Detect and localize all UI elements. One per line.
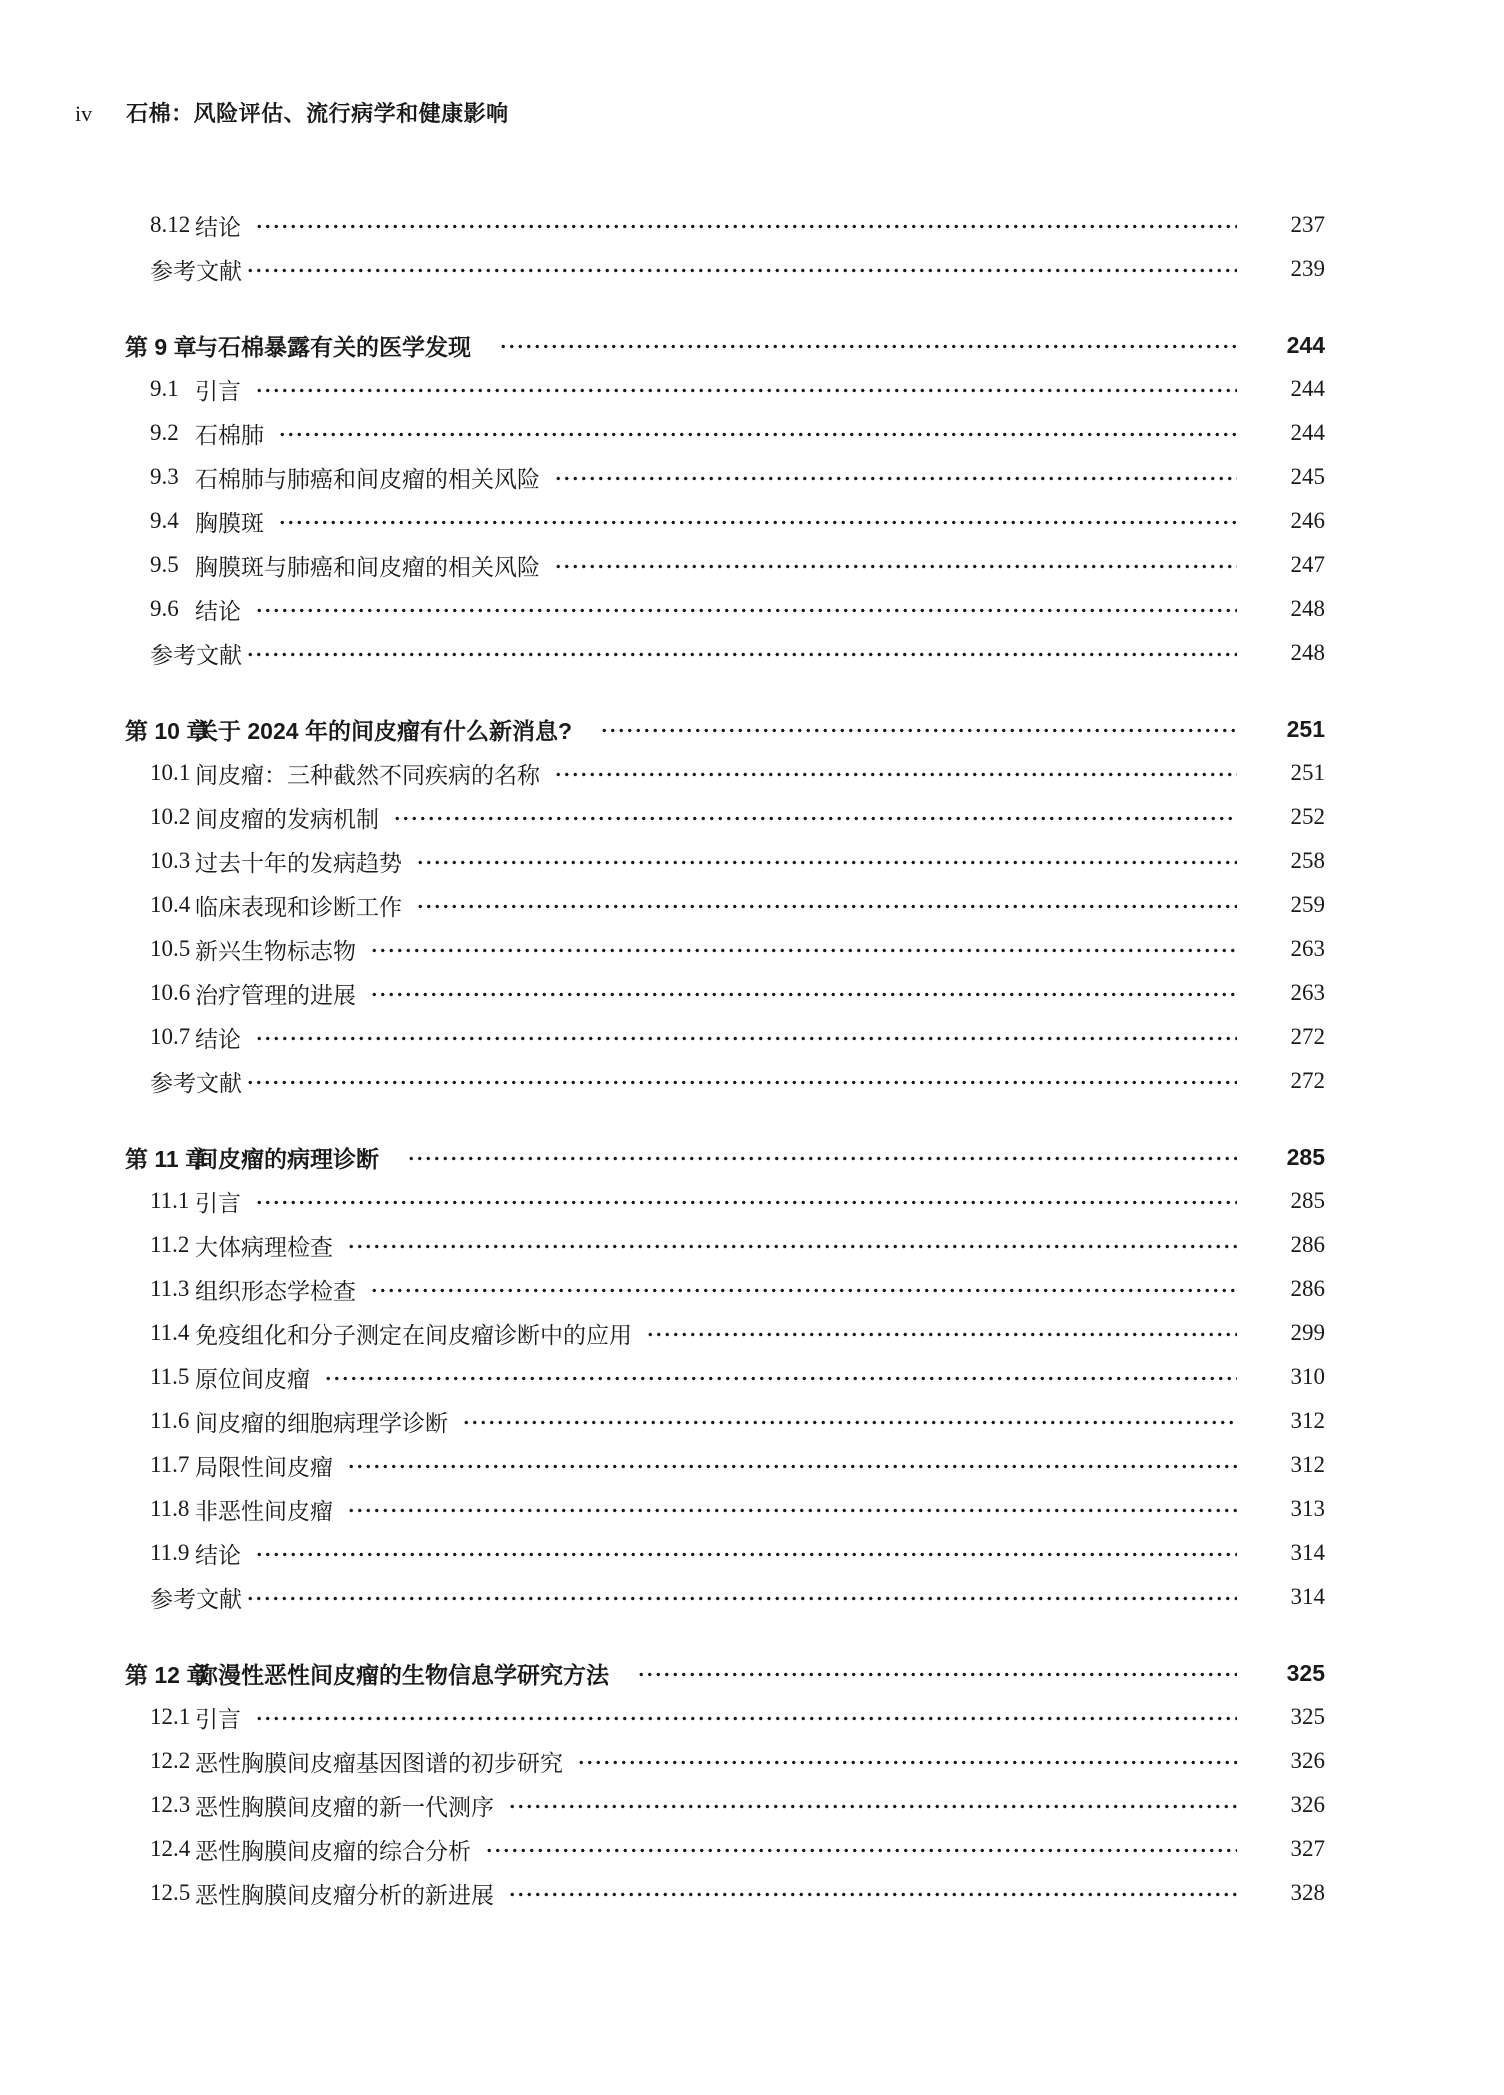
toc-entry: [125, 1695, 1325, 1739]
toc-leader-dots: [598, 707, 1237, 751]
toc-entry-title: 原位间皮瘤: [195, 1366, 310, 1392]
toc-entry-title: 大体病理检查: [195, 1234, 333, 1260]
toc-leader-dots: [483, 1827, 1237, 1871]
toc-entry: [125, 707, 1325, 751]
toc-page-number: 326: [1290, 1792, 1325, 1817]
toc-entry-title: 间皮瘤的细胞病理学诊断: [195, 1410, 448, 1436]
toc-entry: [125, 367, 1325, 411]
toc-entry-title: 组织形态学检查: [195, 1278, 356, 1304]
toc-leader-dots: [414, 883, 1237, 927]
toc-entry-number: 10.7: [150, 1024, 191, 1049]
toc-leader-dots: [244, 631, 1237, 675]
toc-page-number: 244: [1290, 376, 1325, 401]
toc-entry: [125, 631, 1325, 675]
toc-entry-number: 11.1: [150, 1188, 190, 1213]
toc-entry: [125, 1739, 1325, 1783]
toc-leader-dots: [253, 203, 1237, 247]
toc-entry: [125, 499, 1325, 543]
page-header: [75, 97, 509, 128]
toc-page-number: 286: [1290, 1232, 1325, 1257]
toc-entry: [125, 247, 1325, 291]
toc-entry-title: 新兴生物标志物: [195, 938, 356, 964]
toc-entry-number: 10.4: [150, 892, 191, 917]
toc-page-number: 245: [1290, 464, 1325, 489]
toc-leader-dots: [276, 411, 1237, 455]
toc-page-number: 314: [1290, 1584, 1325, 1609]
toc-entry-number: 11.2: [150, 1232, 190, 1257]
toc-entry-title: 石棉肺: [195, 422, 264, 448]
toc-page-number: 285: [1286, 1143, 1325, 1170]
toc-entry-number: 12.2: [150, 1748, 191, 1773]
toc-entry-title: 恶性胸膜间皮瘤的新一代测序: [195, 1794, 494, 1820]
toc-entry-number: 11.7: [150, 1452, 190, 1477]
toc-entry-number: 第 12 章: [125, 1661, 210, 1688]
toc-page-number: 299: [1290, 1320, 1325, 1345]
toc-entry-title: 参考文献: [150, 1586, 242, 1612]
toc-entry-number: 10.1: [150, 760, 191, 785]
toc-page-number: 239: [1290, 256, 1325, 281]
toc-entry: [125, 1443, 1325, 1487]
toc-page-number: 328: [1290, 1880, 1325, 1905]
toc-entry-number: 12.5: [150, 1880, 191, 1905]
toc-entry: [125, 1355, 1325, 1399]
toc-entry: [125, 323, 1325, 367]
toc-entry: [125, 411, 1325, 455]
toc-leader-dots: [552, 543, 1237, 587]
toc-entry: [125, 1179, 1325, 1223]
toc-entry-number: 11.8: [150, 1496, 190, 1521]
toc-entry-title: 结论: [195, 214, 241, 240]
toc-page-number: 237: [1290, 212, 1325, 237]
toc-entry: [125, 1531, 1325, 1575]
toc-page-number: 313: [1290, 1496, 1325, 1521]
toc-leader-dots: [575, 1739, 1237, 1783]
toc-leader-dots: [368, 971, 1237, 1015]
toc-leader-dots: [506, 1783, 1237, 1827]
toc-page-number: 272: [1290, 1068, 1325, 1093]
toc-page-number: 259: [1290, 892, 1325, 917]
toc-leader-dots: [644, 1311, 1237, 1355]
toc-page-number: 252: [1290, 804, 1325, 829]
toc-leader-dots: [506, 1871, 1237, 1915]
toc-leader-dots: [552, 751, 1237, 795]
toc-page-number: 312: [1290, 1452, 1325, 1477]
toc-entry-number: 9.4: [150, 508, 179, 533]
toc-entry-title: 弥漫性恶性间皮瘤的生物信息学研究方法: [195, 1661, 609, 1688]
toc-entry: [125, 1059, 1325, 1103]
toc-page-number: 246: [1290, 508, 1325, 533]
toc-page-number: 263: [1290, 980, 1325, 1005]
toc-leader-dots: [276, 499, 1237, 543]
toc-entry-title: 引言: [195, 378, 241, 404]
toc-entry: [125, 1651, 1325, 1695]
toc-entry-number: 9.2: [150, 420, 179, 445]
toc-entry-title: 间皮瘤的病理诊断: [195, 1145, 379, 1172]
toc-entry-number: 11.6: [150, 1408, 190, 1433]
toc-leader-dots: [368, 927, 1237, 971]
toc-entry-number: 9.1: [150, 376, 179, 401]
toc-entry-title: 恶性胸膜间皮瘤分析的新进展: [195, 1882, 494, 1908]
toc-entry: [125, 1311, 1325, 1355]
toc-page-number: 312: [1290, 1408, 1325, 1433]
toc-leader-dots: [322, 1355, 1237, 1399]
toc-entry-title: 非恶性间皮瘤: [195, 1498, 333, 1524]
toc-page-number: 272: [1290, 1024, 1325, 1049]
toc-entry-title: 胸膜斑: [195, 510, 264, 536]
toc-entry-number: 第 10 章: [125, 717, 210, 744]
toc-entry: [125, 1015, 1325, 1059]
toc-leader-dots: [253, 587, 1237, 631]
toc-leader-dots: [253, 1179, 1237, 1223]
toc-entry-number: 10.3: [150, 848, 191, 873]
toc-entry: [125, 839, 1325, 883]
toc-leader-dots: [405, 1135, 1237, 1179]
toc-entry-title: 免疫组化和分子测定在间皮瘤诊断中的应用: [195, 1322, 632, 1348]
toc-entry-title: 治疗管理的进展: [195, 982, 356, 1008]
toc-entry-number: 第 9 章: [125, 333, 197, 360]
toc-entry: [125, 1487, 1325, 1531]
toc-leader-dots: [368, 1267, 1237, 1311]
toc-entry: [125, 1827, 1325, 1871]
toc-page-number: 285: [1290, 1188, 1325, 1213]
toc-entry-title: 结论: [195, 598, 241, 624]
toc-leader-dots: [253, 1531, 1237, 1575]
toc-leader-dots: [635, 1651, 1237, 1695]
toc-entry-title: 与石棉暴露有关的医学发现: [195, 333, 471, 360]
toc-entry: [125, 203, 1325, 247]
toc-page-number: 325: [1286, 1659, 1325, 1686]
toc-entry-number: 12.4: [150, 1836, 191, 1861]
toc-entry-number: 8.12: [150, 212, 191, 237]
toc-page-number: 248: [1290, 640, 1325, 665]
toc-entry-title: 间皮瘤：三种截然不同疾病的名称: [195, 762, 540, 788]
toc-entry: [125, 1135, 1325, 1179]
toc-entry-title: 结论: [195, 1542, 241, 1568]
table-of-contents: [125, 203, 1325, 1915]
toc-page-number: 326: [1290, 1748, 1325, 1773]
toc-entry: [125, 543, 1325, 587]
toc-entry-number: 10.2: [150, 804, 191, 829]
toc-entry-title: 间皮瘤的发病机制: [195, 806, 379, 832]
toc-entry-title: 局限性间皮瘤: [195, 1454, 333, 1480]
toc-page-number: 244: [1286, 331, 1325, 358]
toc-entry-title: 引言: [195, 1190, 241, 1216]
toc-entry-number: 第 11 章: [125, 1145, 209, 1172]
toc-entry-title: 临床表现和诊断工作: [195, 894, 402, 920]
toc-page-number: 251: [1286, 715, 1325, 742]
toc-entry: [125, 927, 1325, 971]
toc-leader-dots: [552, 455, 1237, 499]
toc-leader-dots: [345, 1487, 1237, 1531]
toc-leader-dots: [244, 1059, 1237, 1103]
toc-leader-dots: [497, 323, 1237, 367]
toc-entry: [125, 795, 1325, 839]
toc-entry-number: 12.3: [150, 1792, 191, 1817]
toc-leader-dots: [253, 1695, 1237, 1739]
toc-leader-dots: [253, 1015, 1237, 1059]
toc-entry-title: 参考文献: [150, 642, 242, 668]
toc-page-number: 286: [1290, 1276, 1325, 1301]
toc-entry-number: 12.1: [150, 1704, 191, 1729]
toc-entry-number: 9.6: [150, 596, 179, 621]
toc-entry: [125, 751, 1325, 795]
toc-entry: [125, 1267, 1325, 1311]
toc-entry: [125, 1783, 1325, 1827]
running-title: 石棉：风险评估、流行病学和健康影响: [126, 101, 509, 126]
toc-leader-dots: [244, 1575, 1237, 1619]
toc-leader-dots: [391, 795, 1237, 839]
toc-page-number: 247: [1290, 552, 1325, 577]
toc-entry: [125, 587, 1325, 631]
toc-entry: [125, 1871, 1325, 1915]
page-folio: iv: [75, 101, 93, 126]
toc-leader-dots: [253, 367, 1237, 411]
toc-entry-number: 11.5: [150, 1364, 190, 1389]
toc-entry-title: 恶性胸膜间皮瘤的综合分析: [195, 1838, 471, 1864]
toc-entry-title: 过去十年的发病趋势: [195, 850, 402, 876]
toc-entry-number: 11.4: [150, 1320, 190, 1345]
toc-entry: [125, 1399, 1325, 1443]
toc-page-number: 258: [1290, 848, 1325, 873]
toc-page-number: 244: [1290, 420, 1325, 445]
toc-entry: [125, 1223, 1325, 1267]
toc-entry-title: 关于 2024 年的间皮瘤有什么新消息?: [195, 717, 572, 744]
toc-entry-number: 10.6: [150, 980, 191, 1005]
toc-entry-number: 11.9: [150, 1540, 190, 1565]
toc-page-number: 310: [1290, 1364, 1325, 1389]
toc-entry-title: 参考文献: [150, 258, 242, 284]
toc-entry: [125, 883, 1325, 927]
toc-entry-number: 11.3: [150, 1276, 190, 1301]
toc-entry: [125, 455, 1325, 499]
toc-entry-title: 石棉肺与肺癌和间皮瘤的相关风险: [195, 466, 540, 492]
toc-entry: [125, 971, 1325, 1015]
toc-page-number: 263: [1290, 936, 1325, 961]
toc-leader-dots: [345, 1443, 1237, 1487]
toc-page-number: 327: [1290, 1836, 1325, 1861]
toc-page-number: 248: [1290, 596, 1325, 621]
toc-entry-title: 参考文献: [150, 1070, 242, 1096]
toc-leader-dots: [244, 247, 1237, 291]
toc-page-number: 325: [1290, 1704, 1325, 1729]
toc-entry-title: 引言: [195, 1706, 241, 1732]
toc-leader-dots: [414, 839, 1237, 883]
toc-entry-number: 9.3: [150, 464, 179, 489]
toc-entry-title: 结论: [195, 1026, 241, 1052]
toc-entry-number: 9.5: [150, 552, 179, 577]
toc-leader-dots: [460, 1399, 1237, 1443]
toc-entry: [125, 1575, 1325, 1619]
toc-entry-title: 恶性胸膜间皮瘤基因图谱的初步研究: [195, 1750, 563, 1776]
toc-leader-dots: [345, 1223, 1237, 1267]
toc-page-number: 251: [1290, 760, 1325, 785]
toc-entry-number: 10.5: [150, 936, 191, 961]
toc-page-number: 314: [1290, 1540, 1325, 1565]
toc-entry-title: 胸膜斑与肺癌和间皮瘤的相关风险: [195, 554, 540, 580]
